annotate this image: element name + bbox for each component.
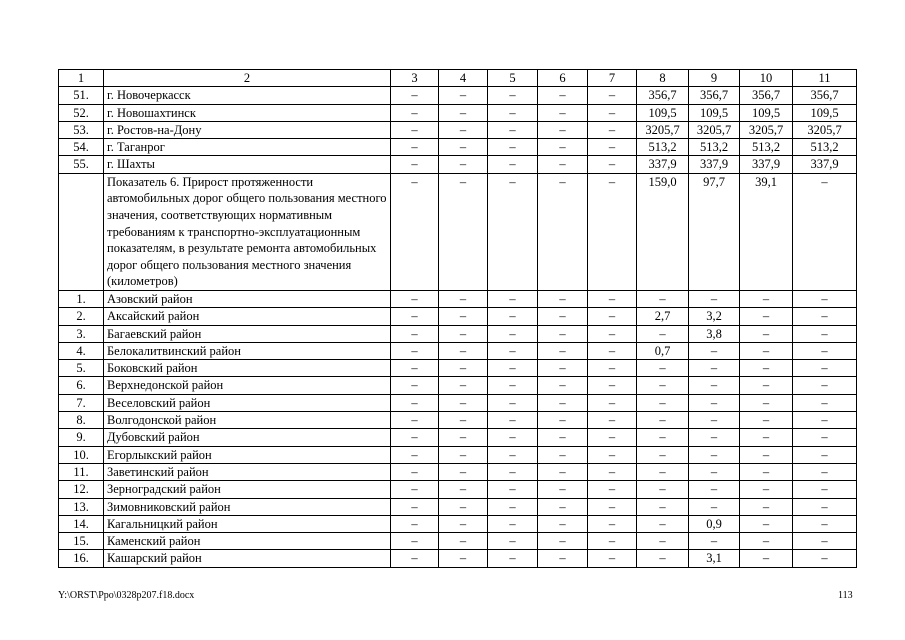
table-row — [59, 550, 857, 567]
row-value: – — [538, 463, 588, 480]
row-value: – — [588, 156, 637, 173]
row-name: Аксайский район — [104, 308, 391, 325]
row-value: – — [391, 290, 439, 307]
row-value: – — [391, 325, 439, 342]
table-row — [59, 342, 857, 359]
row-value: – — [588, 342, 637, 359]
row-name: Показатель 6. Прирост протяженности автомобильных дорог общего пользования местного значения, соответствующих нормативным требованиям к транспортно-эксплуатационным показателям, в результате ремонта автомобильных дорог общего пользования местного значения (километров) — [104, 173, 391, 290]
row-value: – — [793, 463, 857, 480]
row-value: – — [689, 290, 740, 307]
table-row — [59, 394, 857, 411]
row-value: – — [538, 377, 588, 394]
row-value: – — [538, 87, 588, 104]
row-value: 0,7 — [637, 342, 689, 359]
row-number: 52. — [59, 104, 104, 121]
row-value: – — [740, 498, 793, 515]
row-value: – — [588, 173, 637, 290]
row-value: – — [439, 173, 488, 290]
row-value: – — [538, 446, 588, 463]
row-value: – — [538, 481, 588, 498]
column-header: 9 — [689, 70, 740, 87]
row-value: – — [488, 342, 538, 359]
row-value: – — [637, 446, 689, 463]
table-row — [59, 121, 857, 138]
row-value: – — [488, 429, 538, 446]
row-value: – — [488, 446, 538, 463]
row-value: – — [588, 87, 637, 104]
row-value: – — [588, 463, 637, 480]
row-value: – — [588, 394, 637, 411]
row-value: – — [588, 446, 637, 463]
indicator-table — [58, 69, 857, 568]
row-value: 356,7 — [793, 87, 857, 104]
row-name: Белокалитвинский район — [104, 342, 391, 359]
row-value: – — [793, 173, 857, 290]
row-value: – — [637, 481, 689, 498]
row-value: 159,0 — [637, 173, 689, 290]
row-value: – — [488, 550, 538, 567]
row-name: Заветинский район — [104, 463, 391, 480]
row-value: 513,2 — [740, 139, 793, 156]
table-row — [59, 533, 857, 550]
row-value: – — [488, 463, 538, 480]
row-value: – — [538, 139, 588, 156]
row-name: Дубовский район — [104, 429, 391, 446]
row-value: – — [793, 515, 857, 532]
row-value: – — [740, 429, 793, 446]
row-value: – — [488, 377, 538, 394]
row-value: – — [391, 139, 439, 156]
row-value: – — [538, 104, 588, 121]
row-value: – — [439, 377, 488, 394]
column-header: 11 — [793, 70, 857, 87]
row-name: Зимовниковский район — [104, 498, 391, 515]
row-name: Багаевский район — [104, 325, 391, 342]
row-value: – — [538, 429, 588, 446]
row-value: – — [439, 342, 488, 359]
table-header-row — [59, 70, 857, 87]
row-value: 109,5 — [740, 104, 793, 121]
row-value: – — [391, 412, 439, 429]
row-value: – — [391, 429, 439, 446]
row-value: – — [488, 308, 538, 325]
row-value: 337,9 — [689, 156, 740, 173]
table-row — [59, 481, 857, 498]
table-row — [59, 377, 857, 394]
row-value: – — [637, 325, 689, 342]
row-value: – — [439, 139, 488, 156]
column-header: 2 — [104, 70, 391, 87]
row-number: 9. — [59, 429, 104, 446]
table-row — [59, 290, 857, 307]
row-value: 3205,7 — [689, 121, 740, 138]
row-value: – — [391, 463, 439, 480]
row-name: Волгодонской район — [104, 412, 391, 429]
row-value: – — [637, 412, 689, 429]
row-value: – — [391, 342, 439, 359]
row-value: – — [588, 360, 637, 377]
row-value: – — [740, 481, 793, 498]
row-value: – — [391, 394, 439, 411]
row-value: – — [637, 550, 689, 567]
row-value: 337,9 — [793, 156, 857, 173]
row-name: Каменский район — [104, 533, 391, 550]
row-value: – — [391, 121, 439, 138]
row-value: – — [689, 377, 740, 394]
row-value: – — [740, 463, 793, 480]
table-row — [59, 429, 857, 446]
row-name: Азовский район — [104, 290, 391, 307]
row-value: – — [588, 515, 637, 532]
row-value: – — [439, 394, 488, 411]
row-value: – — [740, 360, 793, 377]
row-value: – — [391, 446, 439, 463]
column-header: 1 — [59, 70, 104, 87]
row-value: 3,1 — [689, 550, 740, 567]
row-value: – — [793, 429, 857, 446]
row-value: – — [439, 325, 488, 342]
row-value: – — [637, 377, 689, 394]
row-value: – — [637, 533, 689, 550]
row-value: – — [588, 498, 637, 515]
row-value: – — [391, 104, 439, 121]
row-value: – — [538, 394, 588, 411]
row-value: – — [689, 412, 740, 429]
row-number: 15. — [59, 533, 104, 550]
table-row — [59, 515, 857, 532]
row-value: 356,7 — [740, 87, 793, 104]
row-value: – — [391, 481, 439, 498]
row-value: – — [488, 290, 538, 307]
row-value: – — [637, 360, 689, 377]
row-number: 16. — [59, 550, 104, 567]
row-value: – — [588, 325, 637, 342]
row-value: – — [793, 342, 857, 359]
column-header: 10 — [740, 70, 793, 87]
row-value: – — [488, 498, 538, 515]
row-value: – — [391, 360, 439, 377]
row-value: – — [689, 498, 740, 515]
row-value: – — [740, 377, 793, 394]
row-value: 356,7 — [689, 87, 740, 104]
row-value: – — [488, 325, 538, 342]
row-value: – — [689, 446, 740, 463]
row-name: г. Таганрог — [104, 139, 391, 156]
row-value: – — [439, 412, 488, 429]
row-value: – — [793, 446, 857, 463]
row-name: Зерноградский район — [104, 481, 391, 498]
row-value: – — [488, 360, 538, 377]
row-value: – — [740, 308, 793, 325]
row-value: – — [637, 463, 689, 480]
row-number: 8. — [59, 412, 104, 429]
row-value: – — [538, 498, 588, 515]
row-value: – — [637, 429, 689, 446]
row-value: – — [538, 550, 588, 567]
row-value: – — [439, 550, 488, 567]
row-number: 3. — [59, 325, 104, 342]
table-row — [59, 463, 857, 480]
row-name: г. Новошахтинск — [104, 104, 391, 121]
row-value: – — [740, 515, 793, 532]
footer-page-number: 113 — [838, 590, 853, 601]
row-value: – — [391, 377, 439, 394]
row-value: – — [439, 156, 488, 173]
row-name: Веселовский район — [104, 394, 391, 411]
row-value: – — [793, 290, 857, 307]
table-row — [59, 104, 857, 121]
row-value: – — [740, 446, 793, 463]
column-header: 6 — [538, 70, 588, 87]
row-value: – — [793, 550, 857, 567]
row-value: – — [391, 550, 439, 567]
row-value: – — [439, 290, 488, 307]
row-number: 55. — [59, 156, 104, 173]
row-value: 3,8 — [689, 325, 740, 342]
row-value: – — [588, 104, 637, 121]
footer-file-path: Y:\ORST\Ppo\0328p207.f18.docx — [58, 590, 195, 601]
row-value: – — [439, 121, 488, 138]
row-value: – — [689, 429, 740, 446]
row-value: – — [538, 121, 588, 138]
row-number: 51. — [59, 87, 104, 104]
table-row — [59, 498, 857, 515]
row-number: 6. — [59, 377, 104, 394]
row-value: – — [740, 533, 793, 550]
row-value: – — [538, 325, 588, 342]
row-value: 0,9 — [689, 515, 740, 532]
row-number: 7. — [59, 394, 104, 411]
row-value: 513,2 — [689, 139, 740, 156]
row-value: – — [538, 360, 588, 377]
row-number: 53. — [59, 121, 104, 138]
row-value: – — [391, 533, 439, 550]
row-value: – — [439, 87, 488, 104]
row-name: Боковский район — [104, 360, 391, 377]
row-value: 513,2 — [793, 139, 857, 156]
row-name: г. Шахты — [104, 156, 391, 173]
table-row — [59, 308, 857, 325]
column-header: 3 — [391, 70, 439, 87]
row-value: – — [439, 498, 488, 515]
row-value: – — [391, 308, 439, 325]
row-value: – — [689, 533, 740, 550]
row-value: 3205,7 — [637, 121, 689, 138]
row-number: 13. — [59, 498, 104, 515]
row-value: – — [488, 87, 538, 104]
table-row — [59, 412, 857, 429]
row-value: – — [439, 533, 488, 550]
row-number: 4. — [59, 342, 104, 359]
row-value: – — [538, 533, 588, 550]
row-value: 513,2 — [637, 139, 689, 156]
row-value: 97,7 — [689, 173, 740, 290]
row-number — [59, 173, 104, 290]
row-value: – — [637, 290, 689, 307]
row-number: 11. — [59, 463, 104, 480]
row-value: 337,9 — [740, 156, 793, 173]
row-name: Егорлыкский район — [104, 446, 391, 463]
row-value: – — [689, 463, 740, 480]
table-row — [59, 173, 857, 290]
row-value: – — [538, 342, 588, 359]
row-value: – — [538, 173, 588, 290]
row-value: 3,2 — [689, 308, 740, 325]
row-value: – — [488, 121, 538, 138]
row-value: 3205,7 — [740, 121, 793, 138]
row-value: – — [588, 481, 637, 498]
row-value: – — [488, 173, 538, 290]
table-row — [59, 139, 857, 156]
row-value: – — [538, 156, 588, 173]
row-value: – — [439, 463, 488, 480]
table-row — [59, 446, 857, 463]
row-value: – — [689, 394, 740, 411]
row-value: – — [637, 498, 689, 515]
row-value: – — [588, 121, 637, 138]
table-row — [59, 360, 857, 377]
row-name: г. Ростов-на-Дону — [104, 121, 391, 138]
row-value: – — [588, 308, 637, 325]
column-header: 8 — [637, 70, 689, 87]
row-value: – — [637, 515, 689, 532]
row-value: – — [689, 481, 740, 498]
row-value: – — [488, 139, 538, 156]
row-value: – — [588, 412, 637, 429]
row-number: 1. — [59, 290, 104, 307]
row-number: 10. — [59, 446, 104, 463]
row-value: – — [488, 515, 538, 532]
row-value: – — [439, 308, 488, 325]
row-value: – — [689, 360, 740, 377]
row-value: 3205,7 — [793, 121, 857, 138]
row-value: 109,5 — [689, 104, 740, 121]
row-value: – — [793, 325, 857, 342]
row-value: 337,9 — [637, 156, 689, 173]
row-value: 109,5 — [793, 104, 857, 121]
row-value: – — [488, 412, 538, 429]
row-value: – — [793, 360, 857, 377]
row-value: – — [439, 360, 488, 377]
row-number: 2. — [59, 308, 104, 325]
row-value: – — [488, 394, 538, 411]
table-row — [59, 87, 857, 104]
row-value: – — [793, 377, 857, 394]
row-value: – — [740, 412, 793, 429]
row-value: – — [793, 481, 857, 498]
row-value: – — [391, 498, 439, 515]
row-value: – — [740, 550, 793, 567]
row-value: – — [588, 290, 637, 307]
row-value: – — [439, 481, 488, 498]
row-number: 5. — [59, 360, 104, 377]
row-number: 54. — [59, 139, 104, 156]
row-value: – — [538, 308, 588, 325]
row-value: – — [538, 290, 588, 307]
row-name: г. Новочеркасск — [104, 87, 391, 104]
row-value: – — [391, 156, 439, 173]
row-value: 2,7 — [637, 308, 689, 325]
row-value: – — [793, 412, 857, 429]
row-value: – — [391, 515, 439, 532]
row-value: – — [439, 515, 488, 532]
row-value: – — [588, 429, 637, 446]
row-number: 12. — [59, 481, 104, 498]
row-value: – — [740, 342, 793, 359]
table-row — [59, 325, 857, 342]
row-value: – — [488, 533, 538, 550]
row-value: – — [588, 550, 637, 567]
column-header: 5 — [488, 70, 538, 87]
row-name: Верхнедонской район — [104, 377, 391, 394]
row-value: 356,7 — [637, 87, 689, 104]
column-header: 7 — [588, 70, 637, 87]
row-value: – — [538, 412, 588, 429]
row-value: – — [439, 429, 488, 446]
row-value: 109,5 — [637, 104, 689, 121]
row-value: – — [538, 515, 588, 532]
row-value: – — [740, 290, 793, 307]
row-value: – — [793, 308, 857, 325]
row-value: – — [637, 394, 689, 411]
row-value: – — [588, 377, 637, 394]
row-value: – — [793, 498, 857, 515]
row-value: – — [588, 533, 637, 550]
row-value: – — [488, 481, 538, 498]
row-value: 39,1 — [740, 173, 793, 290]
row-value: – — [588, 139, 637, 156]
row-value: – — [439, 104, 488, 121]
row-name: Кагальницкий район — [104, 515, 391, 532]
column-header: 4 — [439, 70, 488, 87]
row-value: – — [488, 156, 538, 173]
row-value: – — [793, 394, 857, 411]
row-name: Кашарский район — [104, 550, 391, 567]
row-value: – — [740, 325, 793, 342]
row-value: – — [439, 446, 488, 463]
row-value: – — [689, 342, 740, 359]
row-value: – — [391, 87, 439, 104]
row-number: 14. — [59, 515, 104, 532]
row-value: – — [391, 173, 439, 290]
row-value: – — [793, 533, 857, 550]
row-value: – — [740, 394, 793, 411]
row-value: – — [488, 104, 538, 121]
table-row — [59, 156, 857, 173]
